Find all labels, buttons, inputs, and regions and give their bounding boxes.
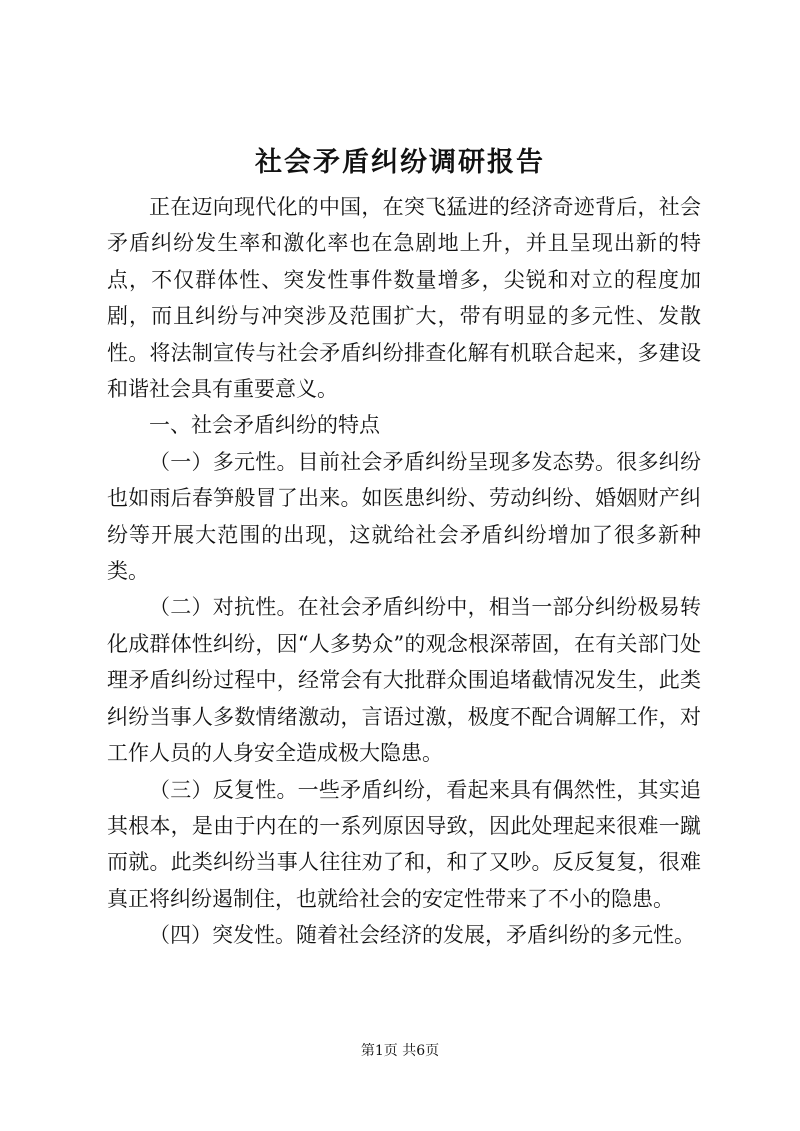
paragraph-intro: 正在迈向现代化的中国，在突飞猛进的经济奇迹背后，社会矛盾纠纷发生率和激化率也在急剧地上升，并且呈现出新的特点，不仅群体性、突发性事件数量增多，尖锐和对立的程度加剧，而且纠纷与冲突涉及范围扩大，带有明显的多元性、发散性。将法制宣传与社会矛盾纠纷排查化解有机联合起来，多建设和谐社会具有重要意义。 xyxy=(107,195,701,402)
page-footer: 第1页 共6页 xyxy=(360,1043,440,1059)
paragraph-diversity: （一）多元性。目前社会矛盾纠纷呈现多发态势。很多纠纷也如雨后春笋般冒了出来。如医患纠纷、劳动纠纷、婚姻财产纠纷等开展大范围的出现，这就给社会矛盾纠纷增加了很多新种类。 xyxy=(107,449,701,584)
document-title: 社会矛盾纠纷调研报告 xyxy=(255,147,545,178)
paragraph-suddenness: （四）突发性。随着社会经济的发展，矛盾纠纷的多元性。 xyxy=(149,923,695,948)
paragraph-confrontation: （二）对抗性。在社会矛盾纠纷中，相当一部分纠纷极易转化成群体性纠纷，因“人多势众”的观念根深蒂固，在有关部门处理矛盾纠纷过程中，经常会有大批群众围追堵截情况发生，此类纠纷当事人多数情绪激动，言语过激，极度不配合调解工作，对工作人员的人身安全造成极大隐患。 xyxy=(107,595,701,766)
paragraph-recurrence: （三）反复性。一些矛盾纠纷，看起来具有偶然性，其实追其根本，是由于内在的一系列原因导致，因此处理起来很难一蹴而就。此类纠纷当事人往往劝了和，和了又吵。反反复复，很难真正将纠纷遏制住，也就给社会的安定性带来了不小的隐患。 xyxy=(107,777,701,911)
section-heading: 一、社会矛盾纠纷的特点 xyxy=(149,413,380,438)
document-body xyxy=(107,189,701,954)
